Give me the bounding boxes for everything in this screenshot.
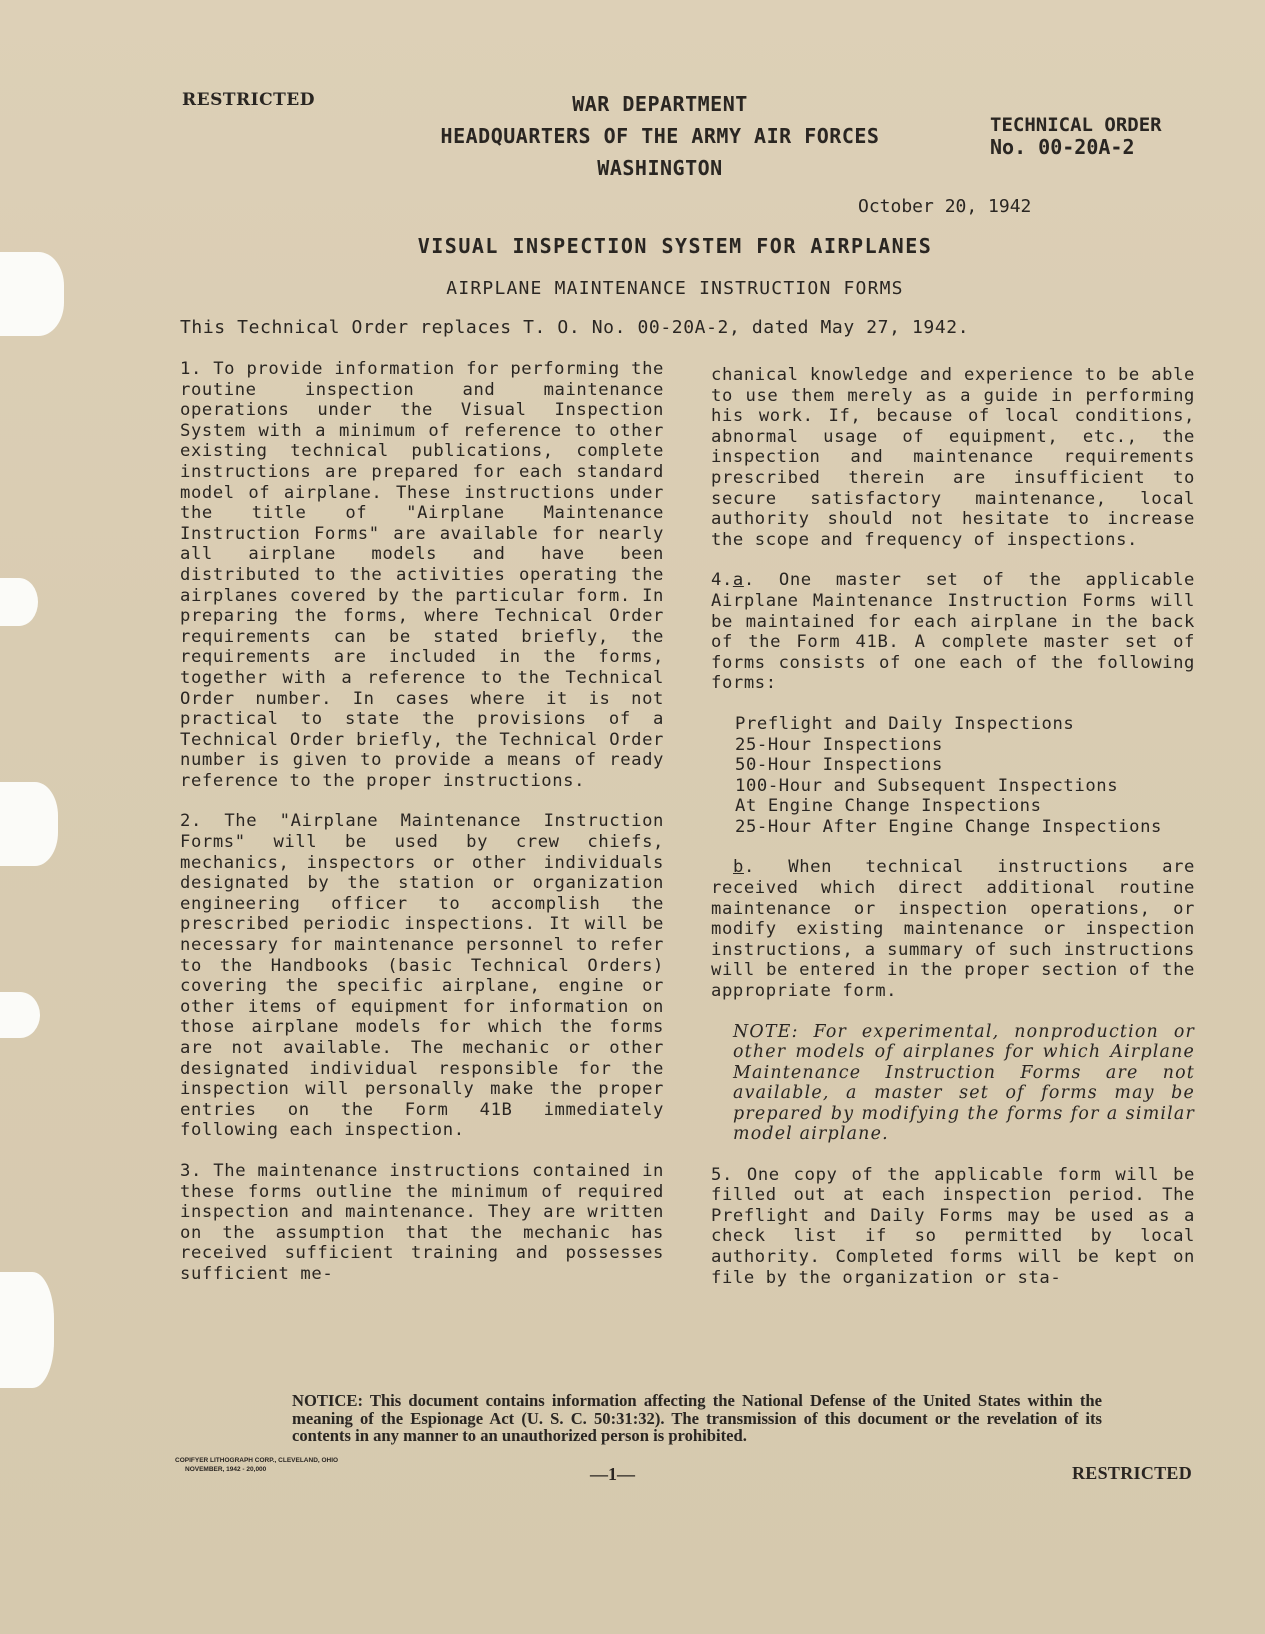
paragraph-2: 2. The "Airplane Maintenance Instruction Forms" will be used by crew chiefs, mechanics, inspectors or other individuals designated by the station or organization engineering officer to accomplish the prescribed periodic inspections. It will be necessary for maintenance personnel to refer to the Handbooks (basic Technical Orders) covering the specific airplane, engine or other items of equipment for information on those airplane models for which the forms are not available. The mechanic or other designated individual responsible for the inspection will personally make the proper entries on the Form 41B immediately following each inspection. — [180, 811, 664, 1141]
list-item: 25-Hour Inspections — [735, 734, 944, 755]
left-column — [180, 359, 664, 1285]
paragraph-5: 5. One copy of the applicable form will be filled out at each inspection period. The Preflight and Daily Forms may be used as a check list if so permitted by local authority. Completed forms will be kept on file by the organization or sta- — [711, 1164, 1195, 1288]
espionage-notice — [272, 1392, 1102, 1445]
paragraph-3: 3. The maintenance instructions contained in these forms outline the minimum of required inspection and maintenance. They are written on the assumption that the mechanic has received sufficient training and possesses sufficient me- — [180, 1160, 664, 1284]
paragraph-3-continued: chanical knowledge and experience to be able to use them merely as a guide in performing his work. If, because of local conditions, abnormal usage of equipment, etc., the inspection and maintenance requirements prescribed therein are insufficient to secure satisfactory maintenance, local authority should not hesitate to increase the scope and frequency of inspections. — [711, 365, 1195, 550]
restricted-label-top: RESTRICTED — [182, 90, 315, 110]
paragraph-4b-letter: b — [733, 857, 744, 878]
document-title: VISUAL INSPECTION SYSTEM FOR AIRPLANES — [417, 234, 933, 258]
paragraph-4a-letter: a — [732, 570, 744, 591]
imprint-line-1: COPIFYER LITHOGRAPH CORP., CLEVELAND, OHIO — [175, 1457, 339, 1464]
notice-text: NOTICE: This document contains information affecting the National Defense of the United States within the meaning of the Espionage Act (U. S. C. 50:31:32). The transmission of this document or the revelation of its contents in any manner to an unauthorized person is prohibited. — [292, 1391, 1102, 1445]
paragraph-4a-text: . One master set of the applicable Airplane Maintenance Instruction Forms will be maintained for each airplane in the back of the Form 41B. A complete master set of forms consists of one each of the following forms: — [711, 570, 1195, 694]
header-line-3: WASHINGTON — [597, 156, 723, 180]
restricted-label-bottom: RESTRICTED — [1072, 1463, 1193, 1483]
forms-list — [711, 714, 1195, 838]
imprint-line-2: NOVEMBER, 1942 - 20,000 — [185, 1466, 267, 1473]
document-subtitle: AIRPLANE MAINTENANCE INSTRUCTION FORMS — [446, 278, 904, 299]
list-item: Preflight and Daily Inspections — [735, 713, 1075, 734]
binder-hole-4 — [0, 992, 40, 1038]
list-item: At Engine Change Inspections — [735, 796, 1042, 817]
binder-hole-3 — [0, 782, 58, 866]
header-line-2: HEADQUARTERS OF THE ARMY AIR FORCES — [440, 124, 880, 148]
binder-hole-1 — [0, 252, 64, 336]
technical-order-label: TECHNICAL ORDER — [990, 114, 1162, 136]
page-number: —1— — [590, 1464, 635, 1484]
paragraph-4a-prefix: 4. — [711, 570, 733, 591]
paragraph-4b-text: . When technical instructions are received which direct additional routine maintenance or inspection operations, or modify existing maintenance or inspection instructions, a summary of such instructions will be entered in the proper section of the appropriate form. — [711, 857, 1195, 1002]
header-line-1: WAR DEPARTMENT — [572, 92, 748, 116]
list-item: 50-Hour Inspections — [735, 755, 944, 776]
binder-hole-2 — [0, 578, 38, 626]
list-item: 100-Hour and Subsequent Inspections — [735, 775, 1119, 796]
document-date: October 20, 1942 — [858, 196, 1032, 217]
list-item: 25-Hour After Engine Change Inspections — [735, 816, 1162, 837]
paragraph-4b — [711, 857, 1195, 1001]
replaces-statement: This Technical Order replaces T. O. No. 00-20A-2, dated May 27, 1942. — [180, 317, 970, 338]
note-paragraph: NOTE: For experimental, nonproduction or other models of airplanes for which Airplane Maintenance Instruction Forms are not available, a master set of forms may be prepared by modifying the forms for a similar model airplane. — [733, 1021, 1195, 1145]
department-header — [400, 88, 920, 184]
paragraph-1: 1. To provide information for performing the routine inspection and maintenance operations under the Visual Inspection System with a minimum of reference to other existing technical publications, complete instructions are prepared for each standard model of airplane. These instructions under the title of "Airplane Maintenance Instruction Forms" are available for nearly all airplane models and have been distributed to the activities operating the airplanes covered by the particular form. In preparing the forms, where Technical Order requirements can be stated briefly, the requirements are included in the forms, together with a reference to the Technical Order number. In cases where it is not practical to state the provisions of a Technical Order briefly, the Technical Order number is given to provide a means of ready reference to the proper instructions. — [180, 359, 664, 791]
binder-hole-5 — [0, 1272, 54, 1388]
technical-order-number: No. 00-20A-2 — [990, 135, 1135, 159]
right-column — [711, 365, 1195, 1288]
paragraph-4a — [711, 570, 1195, 694]
technical-order-block — [990, 114, 1162, 158]
printer-imprint — [175, 1456, 338, 1474]
